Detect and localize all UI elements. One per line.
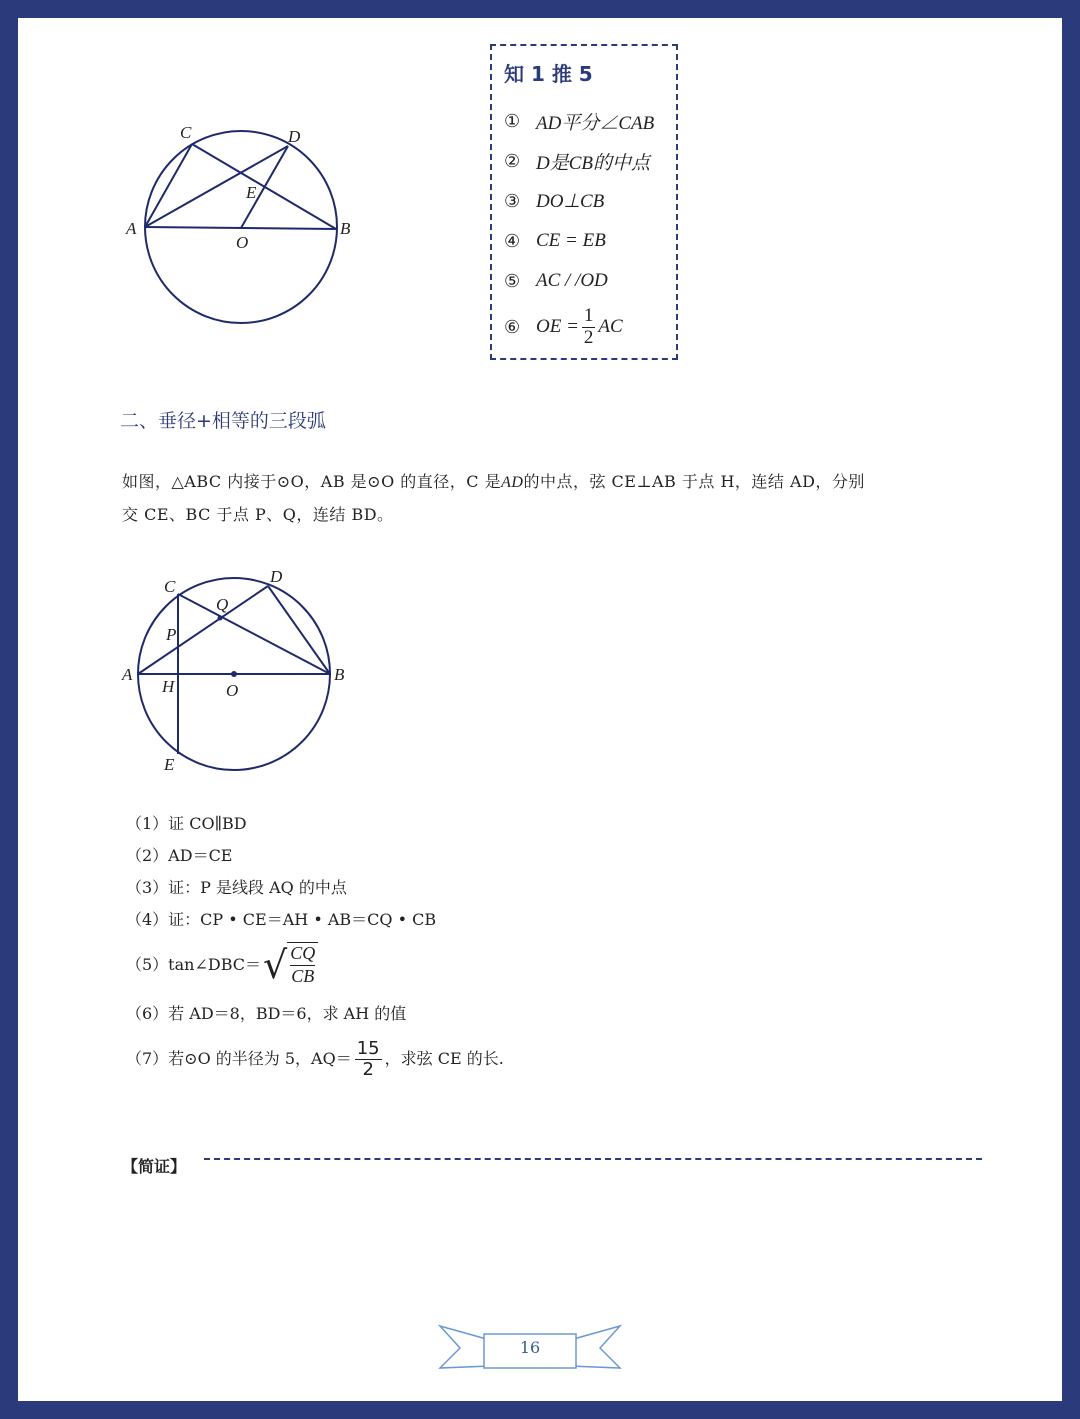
figure-circle-1 [122,104,362,324]
question-5 [126,936,504,994]
knowledge-box [490,44,678,360]
section-title: 二、垂径+相等的三段弧 [120,410,326,432]
sqrt-numerator: CQ [290,943,315,966]
label-A: A [122,665,133,684]
figure-circle-2 [118,558,358,798]
proof-label: 【简证】 [122,1157,187,1176]
proof-divider [204,1158,982,1160]
label-D: D [270,567,283,586]
problem-text-3: 交 CE、BC 于点 P、Q，连结 BD。 [122,505,394,524]
square-root: √ $\frac{CQ}{CB}$ [263,942,318,987]
sqrt-denominator: CB [291,966,315,986]
fraction-numerator: 15 [356,1037,380,1059]
arc-AD: AD [501,474,524,491]
question-6: （6）若 AD＝8，BD＝6，求 AH 的值 [126,1004,407,1023]
label-C: C [180,123,192,142]
item-text: CE = EB [536,230,606,251]
question-7 [126,1030,504,1088]
fraction [582,306,596,349]
question-list [126,808,504,1088]
problem-text-1: 如图，△ABC 内接于⊙O，AB 是⊙O 的直径，C 是 [122,472,502,491]
question-7-text-1: （7）若⊙O 的半径为 5，AQ＝ [126,1049,352,1068]
item-number: ⑤ [504,270,521,292]
question-7-text-2: ，求弦 CE 的长. [384,1049,504,1068]
question-1: （1）证 CO∥BD [126,814,247,833]
problem-text-2: 的中点，弦 CE⊥AB 于点 H，连结 AD，分别 [523,472,865,491]
label-A: A [126,219,137,238]
item-text: AC / /OD [536,270,608,291]
page [18,18,1062,1401]
page-number: 16 [519,1338,541,1357]
question-3: （3）证：P 是线段 AQ 的中点 [126,878,347,897]
label-O: O [226,681,239,700]
item-number: ① [504,110,521,132]
knowledge-item [504,301,664,353]
fraction-denominator: 2 [583,326,594,348]
knowledge-box-title: 知 1 推 5 [504,62,593,86]
item-text: DO⊥CB [536,190,605,212]
knowledge-item [504,221,664,261]
fraction [355,1039,382,1080]
item-text: AD平分∠CAB [536,112,655,134]
problem-statement [122,466,962,531]
question-2: （2）AD＝CE [126,846,233,865]
item-number: ② [504,150,521,172]
knowledge-item [504,101,664,141]
question-4: （4）证：CP • CE＝AH • AB＝CQ • CB [126,910,437,929]
label-E: E [246,183,257,202]
item-text-right: AC [598,316,623,337]
fraction-numerator: 1 [583,304,594,326]
knowledge-item [504,181,664,221]
knowledge-item [504,261,664,301]
item-number: ⑥ [504,316,521,338]
label-C: C [164,577,176,596]
item-text: D是CB的中点 [536,152,651,174]
label-E: E [164,755,175,774]
fraction-denominator: 2 [362,1058,374,1080]
item-number: ④ [504,230,521,252]
item-text-left: OE = [536,316,579,337]
label-B: B [340,219,351,238]
label-B: B [334,665,345,684]
label-Q: Q [216,595,229,614]
page-number-ribbon [438,1318,622,1378]
label-H: H [162,677,175,696]
label-D: D [288,127,301,146]
item-number: ③ [504,190,521,212]
label-O: O [236,233,249,252]
knowledge-item [504,141,664,181]
question-5-text: （5）tan∠DBC＝ [126,955,261,974]
label-P: P [166,625,177,644]
